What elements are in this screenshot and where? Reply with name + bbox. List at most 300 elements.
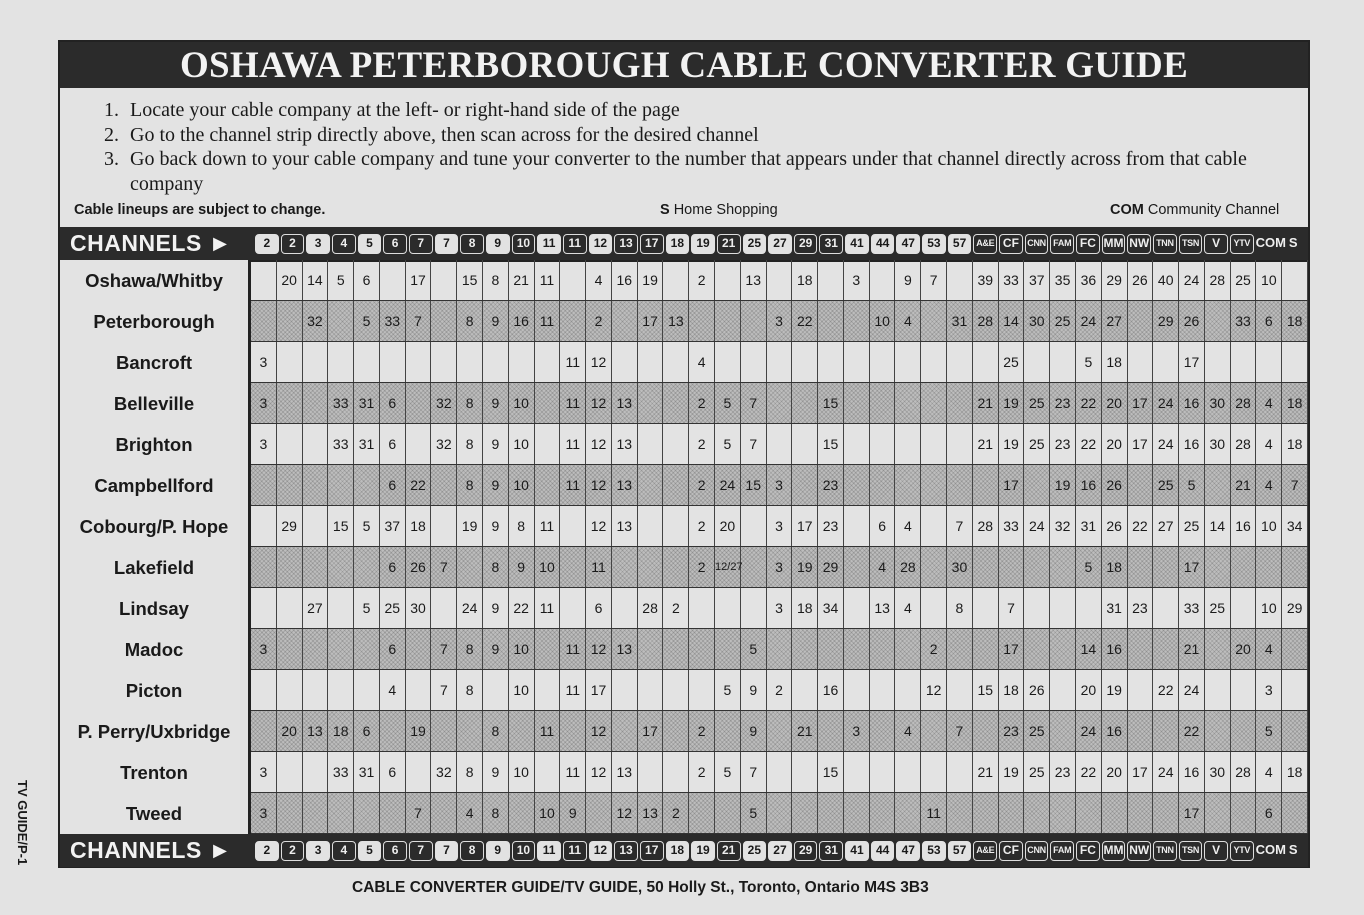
channel-cell: 21 — [792, 711, 818, 751]
channel-cell — [483, 670, 509, 710]
channel-cell: 30 — [1205, 424, 1231, 464]
channel-chip: V — [1204, 234, 1228, 254]
channel-cell: 25 — [1179, 506, 1205, 546]
channel-cell — [663, 752, 689, 792]
channel-cell — [251, 670, 277, 710]
channel-cell — [947, 383, 973, 423]
channel-cell — [1024, 629, 1050, 669]
channel-cell: 31 — [1076, 506, 1102, 546]
channel-cell — [947, 752, 973, 792]
channel-cell — [1205, 342, 1231, 382]
channel-cell — [328, 547, 354, 587]
channel-cell: 13 — [638, 793, 664, 833]
channel-cell: 34 — [818, 588, 844, 628]
channel-chip: NW — [1127, 841, 1151, 861]
channel-cell — [380, 711, 406, 751]
channel-cell — [973, 711, 999, 751]
channel-cell — [303, 752, 329, 792]
table-row — [251, 383, 1308, 424]
channel-cell: 9 — [483, 588, 509, 628]
channel-cell — [328, 670, 354, 710]
channel-cell: 2 — [689, 711, 715, 751]
channel-chip: A&E — [973, 841, 997, 861]
channel-cell: 10 — [870, 301, 896, 341]
channel-cell: 22 — [792, 301, 818, 341]
channel-cell: 37 — [1024, 260, 1050, 300]
channel-cell: 4 — [896, 506, 922, 546]
channel-cell — [1153, 547, 1179, 587]
channel-cell: 11 — [560, 670, 586, 710]
channel-chip: 25 — [743, 841, 767, 861]
channel-cell — [870, 793, 896, 833]
lineup-grid — [248, 260, 1308, 834]
channel-chip: 11 — [537, 841, 561, 861]
channel-cell: 11 — [560, 629, 586, 669]
channel-cell: 16 — [1076, 465, 1102, 505]
channel-chip: 53 — [922, 841, 946, 861]
channel-cell: 36 — [1076, 260, 1102, 300]
channel-cell: 19 — [406, 711, 432, 751]
channel-cell — [586, 793, 612, 833]
table-row — [251, 260, 1308, 301]
channel-cell — [1024, 793, 1050, 833]
channel-chip: 11 — [563, 841, 587, 861]
channel-cell: 31 — [354, 424, 380, 464]
channel-cell: 16 — [1179, 752, 1205, 792]
channel-chip: 47 — [896, 234, 920, 254]
channel-cell — [1128, 465, 1154, 505]
channel-cell: 26 — [1024, 670, 1050, 710]
channel-cell — [1231, 793, 1257, 833]
channel-cell: 11 — [560, 342, 586, 382]
channel-cell: 20 — [277, 711, 303, 751]
channel-chip: 13 — [614, 234, 638, 254]
channel-cell — [663, 465, 689, 505]
channel-cell: 19 — [999, 752, 1025, 792]
channel-cell: 13 — [612, 465, 638, 505]
channel-cell — [767, 711, 793, 751]
channel-cell — [1024, 588, 1050, 628]
channel-cell — [535, 752, 561, 792]
channel-cell: 6 — [354, 260, 380, 300]
channel-cell: 10 — [1256, 506, 1282, 546]
channel-chip: 7 — [435, 841, 459, 861]
channel-cell: 33 — [1179, 588, 1205, 628]
company-name: Brighton — [115, 434, 193, 455]
channel-cell: 15 — [973, 670, 999, 710]
channel-chip: 4 — [332, 234, 356, 254]
channel-cell — [818, 793, 844, 833]
channels-label: CHANNELS ► — [70, 230, 232, 256]
channel-cell — [328, 465, 354, 505]
channel-cell — [818, 260, 844, 300]
channel-cell: 34 — [1282, 506, 1308, 546]
channel-cell — [1128, 547, 1154, 587]
channel-cell — [715, 260, 741, 300]
channel-cell: 17 — [1128, 383, 1154, 423]
channel-cell: 26 — [406, 547, 432, 587]
channel-cell: 18 — [1282, 301, 1308, 341]
channel-cell — [1205, 301, 1231, 341]
channel-cell: 32 — [431, 383, 457, 423]
channel-chip: 6 — [383, 841, 407, 861]
channel-cell — [509, 342, 535, 382]
channel-chip: 11 — [563, 234, 587, 254]
channel-cell — [638, 670, 664, 710]
channel-cell: 10 — [1256, 260, 1282, 300]
channel-cell — [1128, 301, 1154, 341]
channel-cell: 5 — [354, 588, 380, 628]
channel-cell: 2 — [586, 301, 612, 341]
channel-cell: 5 — [354, 506, 380, 546]
channel-cell — [767, 383, 793, 423]
channel-cell — [973, 793, 999, 833]
channel-chip: 19 — [691, 234, 715, 254]
channel-cell: 3 — [251, 629, 277, 669]
channel-cell: 8 — [457, 752, 483, 792]
channel-cell: 21 — [1231, 465, 1257, 505]
channel-cell: 23 — [1050, 752, 1076, 792]
channel-cell: 12 — [586, 465, 612, 505]
channel-cell: 33 — [999, 506, 1025, 546]
channel-cell — [663, 383, 689, 423]
channel-cell — [947, 670, 973, 710]
channel-chip: 17 — [640, 234, 664, 254]
channel-cell — [1153, 629, 1179, 669]
channel-cell: 28 — [638, 588, 664, 628]
channel-cell: 25 — [1231, 260, 1257, 300]
channel-cell — [870, 629, 896, 669]
channel-chip: 17 — [640, 841, 664, 861]
channel-cell: 17 — [638, 301, 664, 341]
channel-cell — [715, 588, 741, 628]
channel-cell — [921, 465, 947, 505]
channel-cell — [612, 588, 638, 628]
channel-cell: 22 — [1076, 383, 1102, 423]
channel-cell: 25 — [999, 342, 1025, 382]
channel-cell: 28 — [973, 301, 999, 341]
channel-cell: 4 — [586, 260, 612, 300]
channel-cell — [560, 301, 586, 341]
channel-cell: 4 — [457, 793, 483, 833]
channel-cell: 7 — [741, 752, 767, 792]
channel-cell: 6 — [380, 547, 406, 587]
channel-cell: 18 — [406, 506, 432, 546]
channel-cell: 11 — [921, 793, 947, 833]
channel-cell — [251, 711, 277, 751]
channel-chip: TSN — [1179, 841, 1203, 861]
channel-cell: 2 — [689, 547, 715, 587]
channel-cell: 4 — [870, 547, 896, 587]
company-name: Peterborough — [93, 311, 215, 332]
channel-cell: 5 — [715, 752, 741, 792]
channel-cell: 2 — [689, 383, 715, 423]
channel-cell: 39 — [973, 260, 999, 300]
channel-cell: 17 — [638, 711, 664, 751]
channel-cell: 12 — [586, 383, 612, 423]
table-row — [251, 424, 1308, 465]
channel-cell: 17 — [1128, 752, 1154, 792]
channel-cell — [1153, 793, 1179, 833]
channel-cell: 37 — [380, 506, 406, 546]
channel-chip: 9 — [486, 841, 510, 861]
channel-cell — [354, 342, 380, 382]
channel-cell: 20 — [1102, 383, 1128, 423]
channel-cell — [638, 506, 664, 546]
channel-cell — [947, 629, 973, 669]
channel-cell — [1231, 342, 1257, 382]
channel-cell: 27 — [303, 588, 329, 628]
channel-cell: 27 — [1102, 301, 1128, 341]
channel-cell: 5 — [1076, 342, 1102, 382]
channel-cell — [277, 629, 303, 669]
channel-cell — [612, 670, 638, 710]
channel-cell: 28 — [1231, 752, 1257, 792]
channel-cell: 4 — [1256, 465, 1282, 505]
channel-cell: 20 — [277, 260, 303, 300]
channel-cell — [896, 383, 922, 423]
channel-cell: 5 — [354, 301, 380, 341]
channel-cell — [638, 342, 664, 382]
channel-cell — [328, 793, 354, 833]
channel-cell — [457, 342, 483, 382]
channel-chip: YTV — [1230, 234, 1254, 254]
community-channel-key: COM Community Channel — [1110, 202, 1280, 218]
channel-cell — [303, 670, 329, 710]
channel-chip: 5 — [358, 841, 382, 861]
channel-cell: 6 — [380, 424, 406, 464]
channel-cell — [1282, 629, 1308, 669]
channel-cell: 16 — [509, 301, 535, 341]
channel-cell — [844, 547, 870, 587]
channel-cell: 27 — [1153, 506, 1179, 546]
channel-strip — [254, 227, 1306, 260]
channel-cell — [1231, 711, 1257, 751]
channel-cell: 10 — [535, 547, 561, 587]
channel-cell — [431, 260, 457, 300]
channel-cell — [844, 465, 870, 505]
channel-cell: 16 — [1231, 506, 1257, 546]
channel-cell: 17 — [586, 670, 612, 710]
channel-cell: 9 — [483, 424, 509, 464]
channel-cell: 24 — [1153, 383, 1179, 423]
channel-cell — [431, 711, 457, 751]
channel-cell — [457, 711, 483, 751]
channel-cell: 3 — [251, 752, 277, 792]
channel-chip: V — [1204, 841, 1228, 861]
channel-cell: 32 — [431, 424, 457, 464]
channel-cell — [844, 383, 870, 423]
channel-cell — [896, 793, 922, 833]
channel-cell: 28 — [896, 547, 922, 587]
channel-chip: COM — [1255, 842, 1287, 857]
channels-label: CHANNELS ► — [70, 837, 232, 863]
channel-cell: 12 — [586, 342, 612, 382]
channel-cell: 12 — [586, 506, 612, 546]
channel-cell: 31 — [354, 752, 380, 792]
channel-cell — [277, 383, 303, 423]
channel-cell: 30 — [406, 588, 432, 628]
channel-cell — [921, 752, 947, 792]
table-row — [251, 301, 1308, 342]
channel-cell — [870, 383, 896, 423]
channel-cell — [1282, 260, 1308, 300]
channel-cell — [844, 629, 870, 669]
channel-chip: A&E — [973, 234, 997, 254]
channel-cell: 15 — [328, 506, 354, 546]
channel-cell — [406, 752, 432, 792]
channel-cell: 28 — [1231, 424, 1257, 464]
channel-cell: 13 — [663, 301, 689, 341]
channel-cell: 21 — [973, 383, 999, 423]
channel-cell — [741, 301, 767, 341]
channel-cell — [896, 465, 922, 505]
channel-cell: 7 — [406, 793, 432, 833]
channel-chip: 47 — [896, 841, 920, 861]
channel-cell — [921, 547, 947, 587]
channel-cell: 16 — [612, 260, 638, 300]
channel-cell — [870, 752, 896, 792]
channel-chip: 6 — [383, 234, 407, 254]
channel-cell: 20 — [1102, 752, 1128, 792]
channel-cell: 8 — [509, 506, 535, 546]
channel-cell: 6 — [1256, 301, 1282, 341]
channel-cell: 6 — [380, 383, 406, 423]
channel-cell: 9 — [509, 547, 535, 587]
channel-cell: 5 — [715, 383, 741, 423]
channel-cell: 5 — [328, 260, 354, 300]
channel-cell: 16 — [818, 670, 844, 710]
channel-cell: 9 — [741, 670, 767, 710]
company-name: Oshawa/Whitby — [85, 270, 223, 291]
channel-cell: 6 — [1256, 793, 1282, 833]
company-name: Lindsay — [119, 598, 189, 619]
channel-cell: 29 — [818, 547, 844, 587]
notes-row — [74, 202, 1294, 220]
company-name: Cobourg/P. Hope — [79, 516, 229, 537]
channel-cell — [431, 588, 457, 628]
channel-cell: 21 — [973, 424, 999, 464]
channel-cell — [973, 588, 999, 628]
channel-chip: CF — [999, 234, 1023, 254]
channel-cell — [1050, 342, 1076, 382]
channel-cell: 2 — [663, 588, 689, 628]
channel-cell: 11 — [535, 301, 561, 341]
channel-cell — [1205, 547, 1231, 587]
channel-cell: 4 — [1256, 629, 1282, 669]
channel-chip: 25 — [743, 234, 767, 254]
channel-cell: 3 — [1256, 670, 1282, 710]
channel-cell: 30 — [1205, 752, 1231, 792]
channel-cell: 33 — [328, 424, 354, 464]
channel-cell: 5 — [1179, 465, 1205, 505]
company-name: P. Perry/Uxbridge — [77, 721, 231, 742]
channel-cell: 8 — [483, 260, 509, 300]
channel-cell — [767, 342, 793, 382]
channel-cell — [277, 301, 303, 341]
channel-cell: 7 — [947, 506, 973, 546]
channel-cell: 24 — [1179, 670, 1205, 710]
channel-cell — [509, 793, 535, 833]
channel-chip: 53 — [922, 234, 946, 254]
channel-cell: 22 — [1179, 711, 1205, 751]
channel-cell — [328, 342, 354, 382]
channel-cell: 15 — [818, 752, 844, 792]
channel-cell: 10 — [509, 670, 535, 710]
channel-cell: 25 — [1024, 711, 1050, 751]
channel-cell: 30 — [1024, 301, 1050, 341]
channel-cell: 13 — [612, 629, 638, 669]
channel-chip: MM — [1102, 234, 1126, 254]
channel-cell — [303, 383, 329, 423]
channel-chip: CNN — [1025, 841, 1049, 861]
channel-cell: 29 — [1102, 260, 1128, 300]
channel-cell: 11 — [560, 383, 586, 423]
channel-chip: 41 — [845, 841, 869, 861]
channel-cell: 10 — [509, 752, 535, 792]
channel-cell — [947, 793, 973, 833]
channel-cell: 26 — [1102, 506, 1128, 546]
channel-cell: 19 — [999, 424, 1025, 464]
channel-cell: 19 — [999, 383, 1025, 423]
channel-cell: 23 — [818, 465, 844, 505]
channel-cell — [431, 506, 457, 546]
channel-cell — [689, 793, 715, 833]
channel-cell: 13 — [870, 588, 896, 628]
channel-cell — [277, 424, 303, 464]
channel-cell: 16 — [1102, 711, 1128, 751]
channel-cell: 4 — [896, 588, 922, 628]
channel-cell — [535, 342, 561, 382]
channel-cell: 32 — [1050, 506, 1076, 546]
channel-cell — [431, 465, 457, 505]
channel-cell — [406, 342, 432, 382]
table-row — [251, 506, 1308, 547]
channel-cell: 22 — [1076, 752, 1102, 792]
channel-cell — [1050, 670, 1076, 710]
channel-cell: 13 — [612, 383, 638, 423]
channel-cell: 7 — [431, 670, 457, 710]
channel-chip: 21 — [717, 841, 741, 861]
channel-cell — [406, 629, 432, 669]
channel-chip: 44 — [871, 841, 895, 861]
channel-cell — [638, 752, 664, 792]
channel-chip: 11 — [537, 234, 561, 254]
channel-cell: 5 — [715, 670, 741, 710]
channel-chip: 29 — [794, 841, 818, 861]
channel-cell — [1282, 711, 1308, 751]
channel-cell — [303, 547, 329, 587]
channel-cell: 10 — [509, 465, 535, 505]
channel-cell: 17 — [792, 506, 818, 546]
table-row — [251, 588, 1308, 629]
channel-cell: 33 — [380, 301, 406, 341]
channel-cell: 25 — [1205, 588, 1231, 628]
table-row — [251, 711, 1308, 752]
channel-chip: 2 — [255, 234, 279, 254]
channel-cell: 8 — [457, 424, 483, 464]
home-shopping-key: S Home Shopping — [660, 202, 778, 218]
channel-cell: 10 — [535, 793, 561, 833]
side-page-label: TV GUIDE/P-1 — [15, 780, 30, 866]
channel-cell: 5 — [715, 424, 741, 464]
channel-cell: 5 — [741, 793, 767, 833]
channel-chip: CF — [999, 841, 1023, 861]
channel-chip: 12 — [589, 841, 613, 861]
company-name: Belleville — [113, 393, 195, 414]
channel-cell: 10 — [509, 383, 535, 423]
channel-cell: 3 — [251, 793, 277, 833]
